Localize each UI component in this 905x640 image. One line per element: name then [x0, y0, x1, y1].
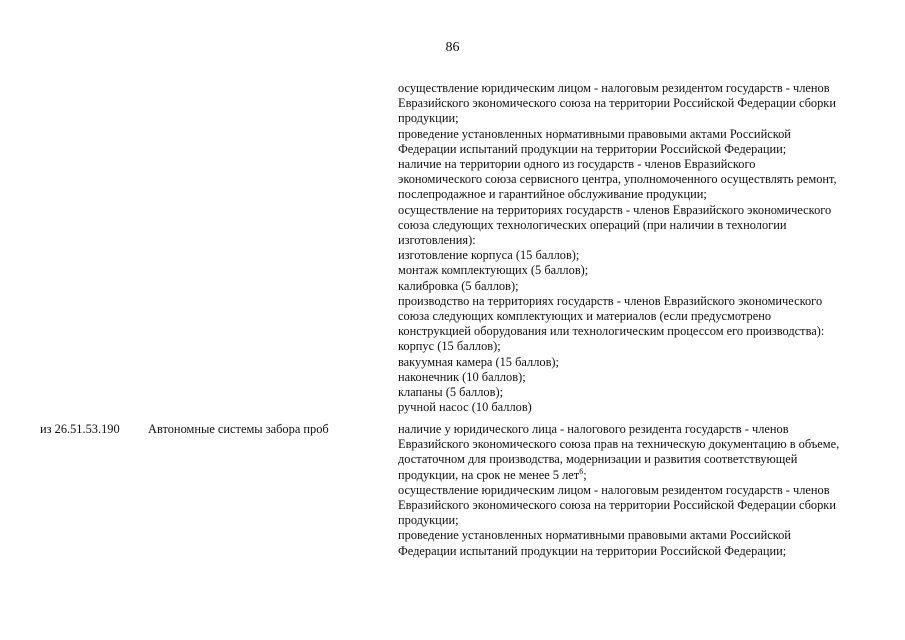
text-line: Федерации испытаний продукции на территории Российской Федерации;: [398, 141, 787, 156]
text-line: вакуумная камера (15 баллов);: [398, 354, 559, 369]
text-line: осуществление на территориях государств - членов Евразийского экономического: [398, 202, 832, 217]
requirements-text-top: [398, 81, 878, 415]
text-line: послепродажное и гарантийное обслуживание продукции;: [398, 187, 707, 202]
text-line: изготовление корпуса (15 баллов);: [398, 248, 580, 263]
text-line: наличие у юридического лица - налогового резидента государств - членов: [398, 422, 789, 436]
product-name: Автономные системы забора проб: [148, 422, 329, 436]
text-line: Евразийского экономического союза на территории Российской Федерации сборки: [398, 96, 836, 111]
text-fragment: продукции, на срок не менее 5 лет: [398, 467, 580, 482]
text-line: осуществление юридическим лицом - налоговым резидентом государств - членов: [398, 81, 830, 95]
footnote-mark: 6: [579, 466, 584, 476]
text-line: осуществление юридическим лицом - налоговым резидентом государств - членов: [398, 482, 830, 497]
requirements-text-bottom: [398, 422, 878, 559]
text-line: монтаж комплектующих (5 баллов);: [398, 263, 589, 278]
text-line-with-footnote: [398, 468, 878, 483]
text-line: наконечник (10 баллов);: [398, 369, 526, 384]
page-number: 86: [445, 40, 460, 55]
text-line: производство на территориях государств - членов Евразийского экономического: [398, 293, 823, 308]
text-line: Евразийского экономического союза на территории Российской Федерации сборки: [398, 498, 836, 513]
text-line: корпус (15 баллов);: [398, 339, 501, 354]
text-line: ручной насос (10 баллов): [398, 400, 532, 415]
text-line: продукции;: [398, 111, 459, 126]
text-line: проведение установленных нормативными правовыми актами Российской: [398, 126, 791, 141]
text-line: конструкцией оборудования или технологическим процессом его производства):: [398, 324, 825, 339]
text-line: проведение установленных нормативными правовыми актами Российской: [398, 528, 791, 543]
text-line: наличие на территории одного из государств - членов Евразийского: [398, 157, 756, 172]
text-line: экономического союза сервисного центра, уполномоченного осуществлять ремонт,: [398, 172, 837, 187]
text-fragment: ;: [583, 467, 587, 482]
text-line: Евразийского экономического союза прав на техническую документацию в объеме,: [398, 437, 840, 452]
text-line: союза следующих комплектующих и материалов (если предусмотрено: [398, 309, 772, 324]
text-line: клапаны (5 баллов);: [398, 385, 504, 400]
text-line: достаточном для производства, модернизации и развития соответствующей: [398, 452, 798, 467]
text-line: калибровка (5 баллов);: [398, 278, 519, 293]
text-line: Федерации испытаний продукции на территории Российской Федерации;: [398, 543, 787, 558]
text-line: союза следующих технологических операций (при наличии в технологии: [398, 217, 787, 232]
okpd-code: из 26.51.53.190: [40, 422, 120, 436]
text-line: изготовления):: [398, 233, 476, 248]
text-line: продукции;: [398, 513, 459, 528]
